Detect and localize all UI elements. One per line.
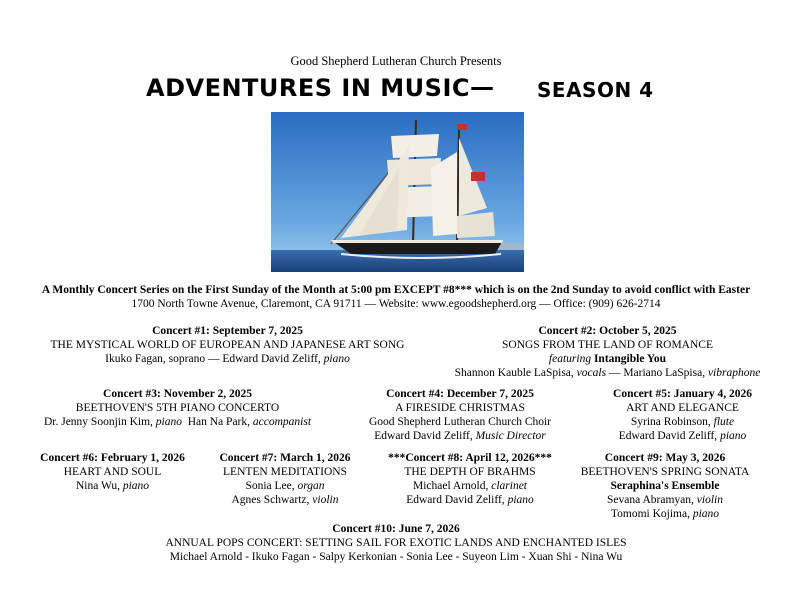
concert-7 (205, 451, 365, 507)
concert-10 (0, 522, 792, 564)
concert-4-director: Edward David Zeliff, Music Director (374, 430, 546, 442)
season-label: SEASON 4 (537, 78, 654, 102)
tall-ship-photo (271, 112, 524, 272)
concert-3 (20, 387, 335, 429)
concert-8-heading: ***Concert #8: April 12, 2026*** (388, 452, 552, 464)
concert-2-title: SONGS FROM THE LAND OF ROMANCE (502, 339, 713, 351)
concert-1-heading: Concert #1: September 7, 2025 (152, 325, 303, 337)
concert-7-heading: Concert #7: March 1, 2026 (219, 452, 351, 464)
concert-7-performer-2: Agnes Schwartz, violin (231, 494, 339, 506)
concert-6 (30, 451, 195, 493)
address-line: 1700 North Towne Avenue, Claremont, CA 91711 — Website: www.egoodshepherd.org — Office: (909) 626-2714 (131, 298, 661, 310)
concert-2-performers: Shannon Kauble LaSpisa, vocals — Mariano LaSpisa, vibraphone (454, 367, 761, 379)
concert-5-title: ART AND ELEGANCE (626, 402, 739, 414)
concert-4-title: A FIRESIDE CHRISTMAS (395, 402, 525, 414)
concert-4-choir: Good Shepherd Lutheran Church Choir (368, 416, 552, 428)
concert-4-heading: Concert #4: December 7, 2025 (386, 388, 534, 400)
concert-9-title: BEETHOVEN'S SPRING SONATA (580, 466, 750, 478)
presenter-line: Good Shepherd Lutheran Church Presents (290, 54, 502, 68)
concert-8 (375, 451, 565, 507)
concert-5 (595, 387, 770, 443)
concert-9-ensemble: Seraphina's Ensemble (610, 480, 720, 492)
concert-10-heading: Concert #10: June 7, 2026 (332, 523, 460, 535)
concert-6-title: HEART AND SOUL (63, 466, 162, 478)
concert-8-title: THE DEPTH OF BRAHMS (404, 466, 536, 478)
concert-10-performers: Michael Arnold - Ikuko Fagan - Salpy Kerkonian - Sonia Lee - Suyeon Lim - Xuan Shi - Nina Wu (169, 551, 623, 563)
concert-6-heading: Concert #6: February 1, 2026 (40, 452, 185, 464)
concert-1 (20, 324, 435, 366)
concert-10-title: ANNUAL POPS CONCERT: SETTING SAIL FOR EXOTIC LANDS AND ENCHANTED ISLES (165, 537, 627, 549)
concert-3-title: BEETHOVEN'S 5TH PIANO CONCERTO (75, 402, 280, 414)
concert-1-title: THE MYSTICAL WORLD OF EUROPEAN AND JAPANESE ART SONG (50, 339, 405, 351)
page-title: ADVENTURES IN MUSIC (146, 74, 470, 102)
concert-7-performer-1: Sonia Lee, organ (245, 480, 325, 492)
concert-3-heading: Concert #3: November 2, 2025 (103, 388, 252, 400)
concert-3-performers: Dr. Jenny Soonjin Kim, piano Han Na Park, accompanist (43, 416, 312, 428)
concert-9-heading: Concert #9: May 3, 2026 (604, 452, 726, 464)
concert-5-performer-2: Edward David Zeliff, piano (618, 430, 747, 442)
concert-7-title: LENTEN MEDITATIONS (223, 466, 347, 478)
concert-1-performers: Ikuko Fagan, soprano — Edward David Zeliff, piano (105, 353, 350, 365)
concert-9 (570, 451, 760, 521)
series-tagline: A Monthly Concert Series on the First Sunday of the Month at 5:00 pm EXCEPT #8*** which is on the 2nd Sunday to avoid conflict with Easter (41, 284, 751, 296)
title-dash: — (470, 73, 495, 101)
concert-6-performers: Nina Wu, piano (75, 480, 150, 492)
concert-5-performer-1: Syrina Robinson, flute (630, 416, 735, 428)
concert-2-heading: Concert #2: October 5, 2025 (538, 325, 677, 337)
concert-4 (345, 387, 575, 443)
concert-2-ensemble: featuring Intangible You (548, 353, 667, 365)
concert-8-performer-1: Michael Arnold, clarinet (412, 480, 528, 492)
concert-9-performer-2: Tomomi Kojima, piano (610, 508, 720, 520)
concert-2 (420, 324, 792, 380)
concert-9-performer-1: Sevana Abramyan, violin (607, 494, 723, 506)
concert-5-heading: Concert #5: January 4, 2026 (613, 388, 752, 400)
concert-8-performer-2: Edward David Zeliff, piano (406, 494, 534, 506)
